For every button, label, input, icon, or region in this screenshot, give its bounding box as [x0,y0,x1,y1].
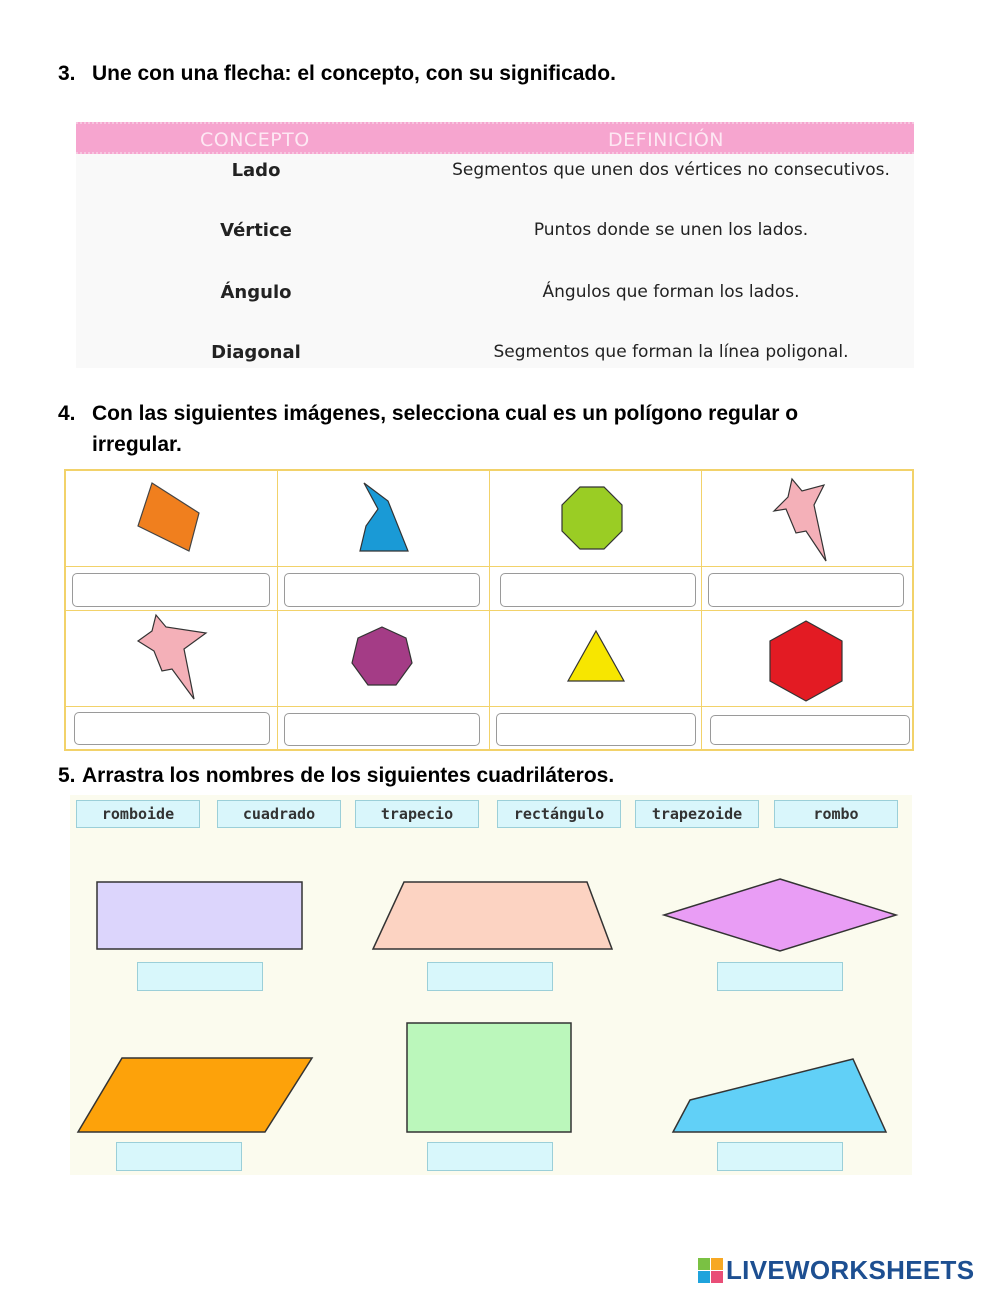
draggable-name-chip[interactable]: rectángulo [497,800,621,828]
question-text: Con las siguientes imágenes, selecciona cual es un polígono regular o [92,402,799,425]
polygon-image-cell [66,611,278,707]
concept-term[interactable]: Lado [231,160,281,181]
concept-definition[interactable]: Segmentos que unen dos vértices no consecutivos. [452,160,890,180]
question-number: 5. [58,764,76,787]
answer-cell [702,567,914,611]
draggable-name-chip[interactable]: trapezoide [635,800,759,828]
draggable-name-chip[interactable]: trapecio [355,800,479,828]
concept-row [76,160,914,190]
drop-target[interactable] [427,962,553,991]
header-concept: CONCEPTO [200,129,310,151]
pink-star-polygon-icon [702,471,914,567]
concept-row [76,342,914,372]
green-square-icon [407,1023,571,1132]
blue-irregular-polygon-icon [278,471,490,567]
polygon-image-cell [702,611,914,707]
draggable-name-chip[interactable]: cuadrado [217,800,341,828]
lavender-rectangle-icon [97,882,302,949]
polygon-image-cell [490,611,702,707]
concept-definition[interactable]: Puntos donde se unen los lados. [533,220,809,240]
question-number: 3. [58,62,76,85]
polygon-grid [64,469,914,751]
draggable-name-chip[interactable]: rombo [774,800,898,828]
concept-definition[interactable]: Ángulos que forman los lados. [542,282,800,302]
table-header [76,122,914,154]
orange-rhomboid-icon [78,1058,312,1132]
red-hexagon-icon [702,611,914,707]
answer-input[interactable] [72,573,270,607]
orange-quadrilateral-icon [66,471,278,567]
concept-term[interactable]: Vértice [220,220,292,241]
concept-row [76,220,914,250]
answer-input[interactable] [496,713,696,746]
drop-target[interactable] [427,1142,553,1171]
concept-term[interactable]: Ángulo [220,282,292,303]
question-text-continued: irregular. [92,433,182,456]
draggable-name-chip[interactable]: romboide [76,800,200,828]
header-definition: DEFINICIÓN [608,129,725,151]
answer-cell [490,707,702,751]
answer-input[interactable] [708,573,904,607]
answer-cell [490,567,702,611]
question-text: Arrastra los nombres de los siguientes cuadriláteros. [82,764,615,787]
concept-definition[interactable]: Segmentos que forman la línea poligonal. [493,342,849,362]
drop-target[interactable] [717,1142,843,1171]
answer-cell [66,707,278,751]
answer-input[interactable] [284,573,480,607]
peach-trapezoid-icon [373,882,612,949]
question-text: Une con una flecha: el concepto, con su significado. [92,62,616,85]
pink-star-polygon-icon [66,611,278,707]
answer-cell [66,567,278,611]
quadrilateral-panel [70,795,912,1175]
drop-target[interactable] [116,1142,242,1171]
polygon-image-cell [278,471,490,567]
drop-target[interactable] [717,962,843,991]
answer-cell [702,707,914,751]
answer-input[interactable] [74,712,270,745]
logo-blocks-icon [698,1258,724,1284]
logo-text: LIVEWORKSHEETS [726,1255,975,1285]
question-3-title [58,62,616,86]
answer-cell [278,707,490,751]
answer-cell [278,567,490,611]
answer-input[interactable] [710,715,910,745]
blue-trapezoid-icon [673,1059,886,1132]
green-octagon-icon [490,471,702,567]
yellow-triangle-icon [490,611,702,707]
answer-input[interactable] [284,713,480,746]
polygon-image-cell [702,471,914,567]
answer-input[interactable] [500,573,696,607]
question-5-title [58,764,614,788]
concept-term[interactable]: Diagonal [211,342,301,363]
concept-definition-table [76,122,914,368]
polygon-image-cell [66,471,278,567]
polygon-image-cell [278,611,490,707]
polygon-image-cell [490,471,702,567]
purple-heptagon-icon [278,611,490,707]
violet-rhombus-icon [664,879,896,951]
concept-row [76,282,914,312]
drop-target[interactable] [137,962,263,991]
question-4-title [58,398,798,460]
question-number: 4. [58,402,76,425]
